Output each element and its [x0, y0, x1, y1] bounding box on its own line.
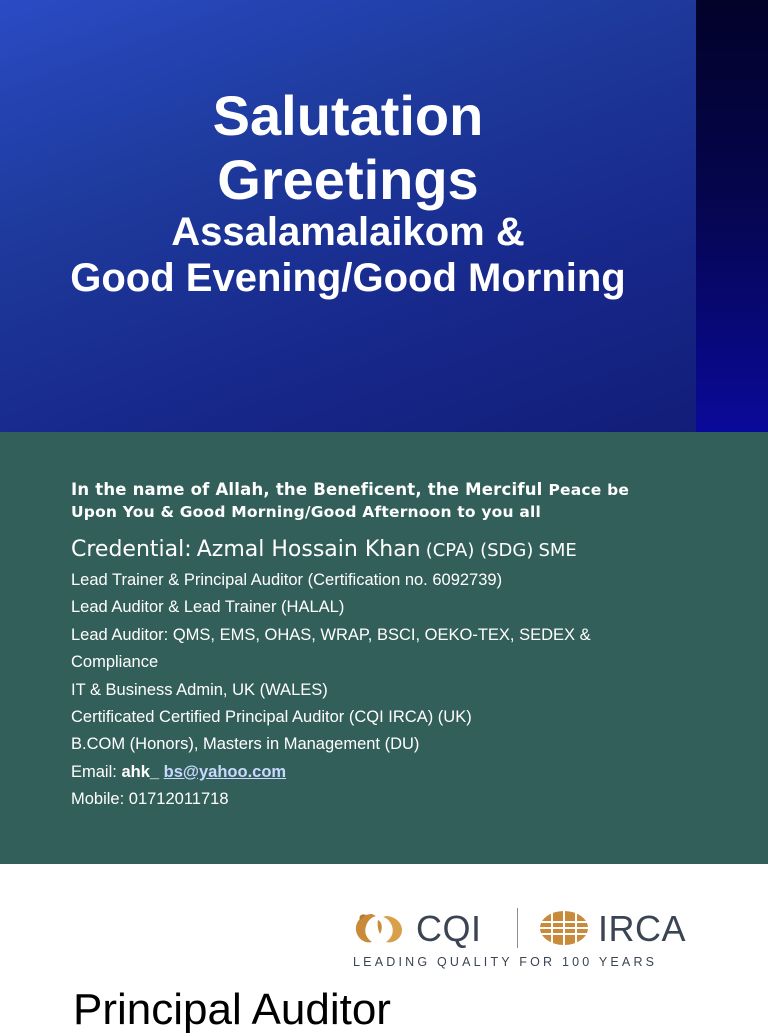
credential-line: Lead Auditor: QMS, EMS, OHAS, WRAP, BSCI, OEKO-TEX, SEDEX & — [71, 625, 591, 644]
credential-line: Certificated Certified Principal Auditor (CQI IRCA) (UK) — [71, 708, 472, 727]
greeting-intro — [71, 479, 731, 523]
slide-title-line-2: Greetings — [217, 148, 479, 211]
credential-sme: SME — [538, 540, 577, 561]
title-slide-side-stripe — [696, 0, 768, 432]
cqi-irca-logo — [352, 908, 702, 972]
email-link[interactable]: bs@yahoo.com — [163, 762, 287, 781]
logo-tagline: LEADING QUALITY FOR 100 YEARS — [353, 955, 658, 969]
credential-label: Credential: — [71, 537, 192, 562]
credential-slide — [0, 432, 768, 864]
principal-auditor-slide — [0, 864, 768, 1034]
credential-line: Compliance — [71, 653, 159, 672]
credential-suffix: (CPA) (SDG) — [425, 540, 534, 561]
greeting-intro-line-1 — [71, 479, 731, 501]
greeting-intro-main: In the name of Allah, the Beneficent, the Merciful — [71, 480, 543, 499]
slide-title: Principal Auditor — [73, 985, 391, 1034]
credential-line: Lead Trainer & Principal Auditor (Certification no. 6092739) — [71, 571, 503, 589]
cqi-emblem-icon — [352, 908, 410, 948]
slide-subtitle-line-2: Good Evening/Good Morning — [70, 256, 626, 300]
email-label: Email: — [71, 762, 117, 781]
slide-subtitle-line-1: Assalamalaikom & — [171, 210, 525, 254]
greeting-intro-line-2: Upon You & Good Morning/Good Afternoon to you all — [71, 503, 542, 521]
mobile-line: Mobile: 01712011718 — [71, 790, 229, 809]
irca-globe-icon — [538, 908, 590, 948]
credential-name: Azmal Hossain Khan — [196, 537, 421, 562]
email-user: ahk_ — [121, 762, 160, 781]
title-slide — [0, 0, 768, 432]
credential-list — [71, 567, 711, 814]
credential-line: IT & Business Admin, UK (WALES) — [71, 680, 328, 699]
credential-line: B.COM (Honors), Masters in Management (DU) — [71, 735, 420, 754]
cqi-wordmark: CQI — [416, 908, 482, 949]
greeting-intro-tail: Peace be — [548, 481, 630, 499]
email-line — [71, 759, 711, 786]
slide-title-line-1: Salutation — [212, 84, 484, 147]
irca-wordmark: IRCA — [598, 908, 687, 949]
credential-line: Lead Auditor & Lead Trainer (HALAL) — [71, 598, 345, 617]
credential-heading — [71, 535, 577, 566]
logo-divider — [517, 908, 518, 948]
